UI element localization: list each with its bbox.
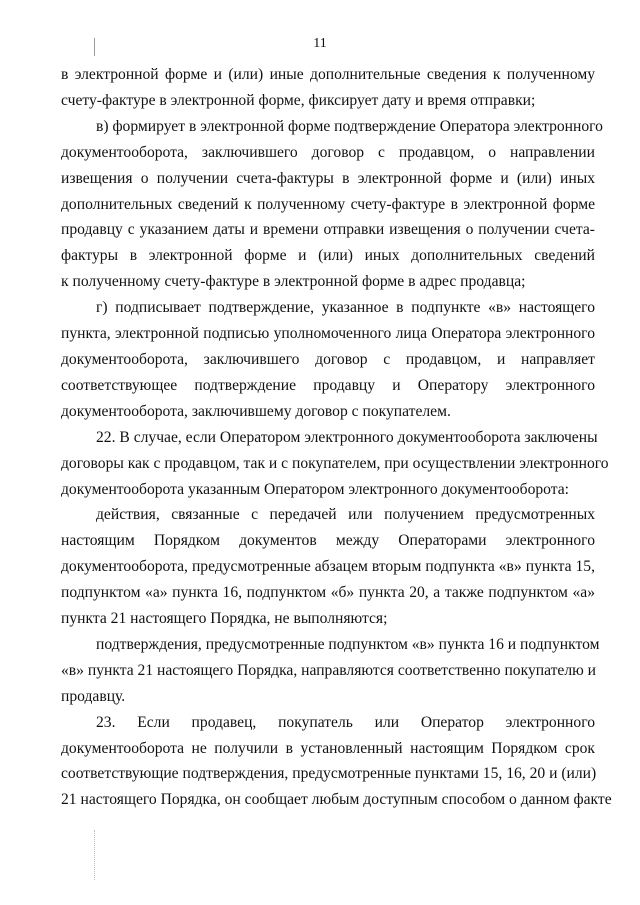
text-line: действия, связанные с передачей или получением предусмотренных [96,506,595,524]
paragraph [61,114,603,295]
text-line: соответствующие подтверждения, предусмотренные пунктами 15, 16, 20 и (или) [61,765,597,783]
scan-margin-dots [94,830,96,880]
paragraph [61,295,595,425]
text-line: документооборота не получили в установленный настоящим Порядком срок [61,739,595,757]
text-line: подпунктом «а» пункта 16, подпунктом «б» пункта 20, а также подпунктом «а» [61,584,595,602]
text-line: настоящим Порядком документов между Операторами электронного [61,532,595,550]
text-line: фактуры в электронной форме и (или) иных дополнительных сведений [61,247,595,265]
text-line: извещения о получении счета-фактуры в электронной форме и (или) иных [61,169,595,187]
text-line: 22. В случае, если Оператором электронного документооборота заключены [96,428,598,446]
paragraph [61,425,609,503]
text-line: «в» пункта 21 настоящего Порядка, направляются соответственно покупателю и [61,661,597,679]
text-line: счету-фактуре в электронной форме, фиксирует дату и время отправки; [61,91,536,109]
text-line: в электронной форме и (или) иные дополнительные сведения к полученному [61,66,595,83]
text-line: договоры как с продавцом, так и с покупателем, при осуществлении электронного [61,454,609,472]
paragraph [61,502,595,632]
text-line: документооборота, заключившему договор с покупателем. [61,402,451,420]
text-line: г) подписывает подтверждение, указанное в подпункте «в» настоящего [96,299,595,317]
text-line: пункта 21 настоящего Порядка, не выполняются; [61,610,388,628]
text-line: документооборота, заключившего договор с продавцом, о направлении [61,143,595,161]
text-line: соответствующее подтверждение продавцу и Оператору электронного [61,376,595,394]
text-line: в) формирует в электронной форме подтверждение Оператора электронного [96,117,603,135]
paragraph [61,710,612,814]
text-line: документооборота, предусмотренные абзацем вторым подпункта «в» пункта 15, [61,558,595,576]
text-line: дополнительных сведений к полученному счету-фактуре в электронной форме [61,195,595,213]
paragraph [61,632,600,710]
paragraph [61,62,595,114]
text-line: продавцу с указанием даты и времени отправки извещения о получении счета- [61,221,595,239]
document-body [61,62,612,813]
text-line: продавцу. [61,687,126,705]
text-line: пункта, электронной подписью уполномоченного лица Оператора электронного [61,325,595,343]
page-number: 11 [313,36,327,51]
text-line: 21 настоящего Порядка, он сообщает любым доступным способом о данном факте [61,791,612,809]
text-line: документооборота указанным Оператором электронного документооборота: [61,480,570,498]
text-line: к полученному счету-фактуре в электронной форме в адрес продавца; [61,273,526,291]
text-line: 23. Если продавец, покупатель или Оператор электронного [96,713,595,731]
text-line: документооборота, заключившего договор с продавцом, и направляет [61,350,595,368]
text-line: подтверждения, предусмотренные подпунктом «в» пункта 16 и подпунктом [96,635,600,653]
